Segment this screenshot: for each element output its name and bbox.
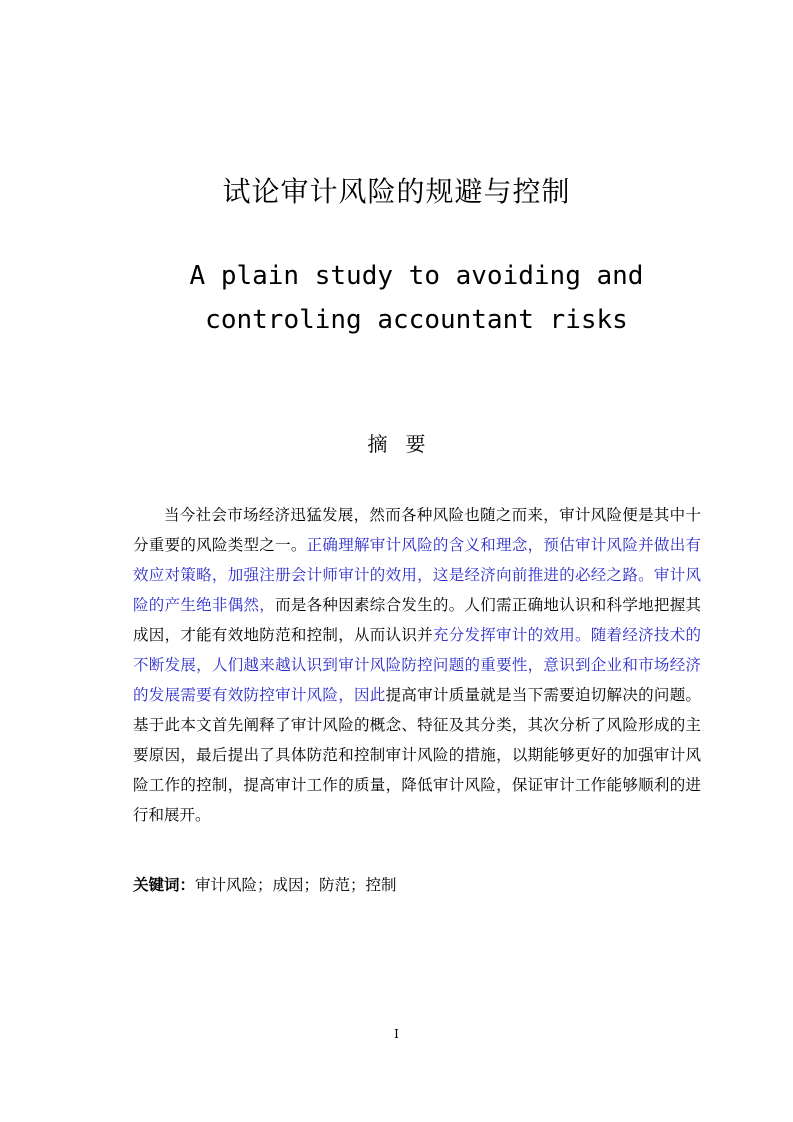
- chinese-title: 试论审计风险的规避与控制: [222, 175, 571, 208]
- abstract-segment: 提高审计质量就是当下需要迫切解决的问题。基于此本文首先阐释了审计风险的概念、特征及其分类，其次分析了风险形成的主要原因，最后提出了具体防范和控制审计风险的措施，以期能够更好的加强审计风险工作的控制，提高审计工作的质量，降低审计风险，保证审计工作能够顺利的进行和展开。: [133, 686, 701, 824]
- abstract-segment-highlighted: 正确理解审计风险的含义和理念，预估审计风险并做出有效应对策略，加强注册会计师审计的效用，这是经济向前推进的必经之路。审计风险的产生绝非偶然，: [133, 536, 701, 614]
- abstract-segment: 当今社会市场经济迅猛发展，然而各种风险也随之而来，审计风险便是其中十分重要的风险类型之一。: [133, 506, 701, 554]
- abstract-body: [133, 500, 701, 830]
- abstract-segment: 而是各种因素综合发生的。人们需正确地认识和科学地把握其成因，才能有效地防范和控制，从而认识并: [133, 596, 701, 644]
- page-number: I: [394, 1027, 399, 1041]
- keywords-value: 审计风险；成因；防范；控制: [195, 876, 397, 894]
- keywords-label: 关键词：: [133, 876, 196, 894]
- keywords-line: [133, 871, 701, 899]
- english-title: A plain study to avoiding and controling accountant risks: [189, 261, 644, 335]
- abstract-segment-highlighted: 充分发挥审计的效用。随着经济技术的不断发展，人们越来越认识到审计风险防控问题的重要性，意识到企业和市场经济的发展需要有效防控审计风险，因此: [133, 626, 701, 704]
- abstract-heading: 摘要: [367, 432, 444, 456]
